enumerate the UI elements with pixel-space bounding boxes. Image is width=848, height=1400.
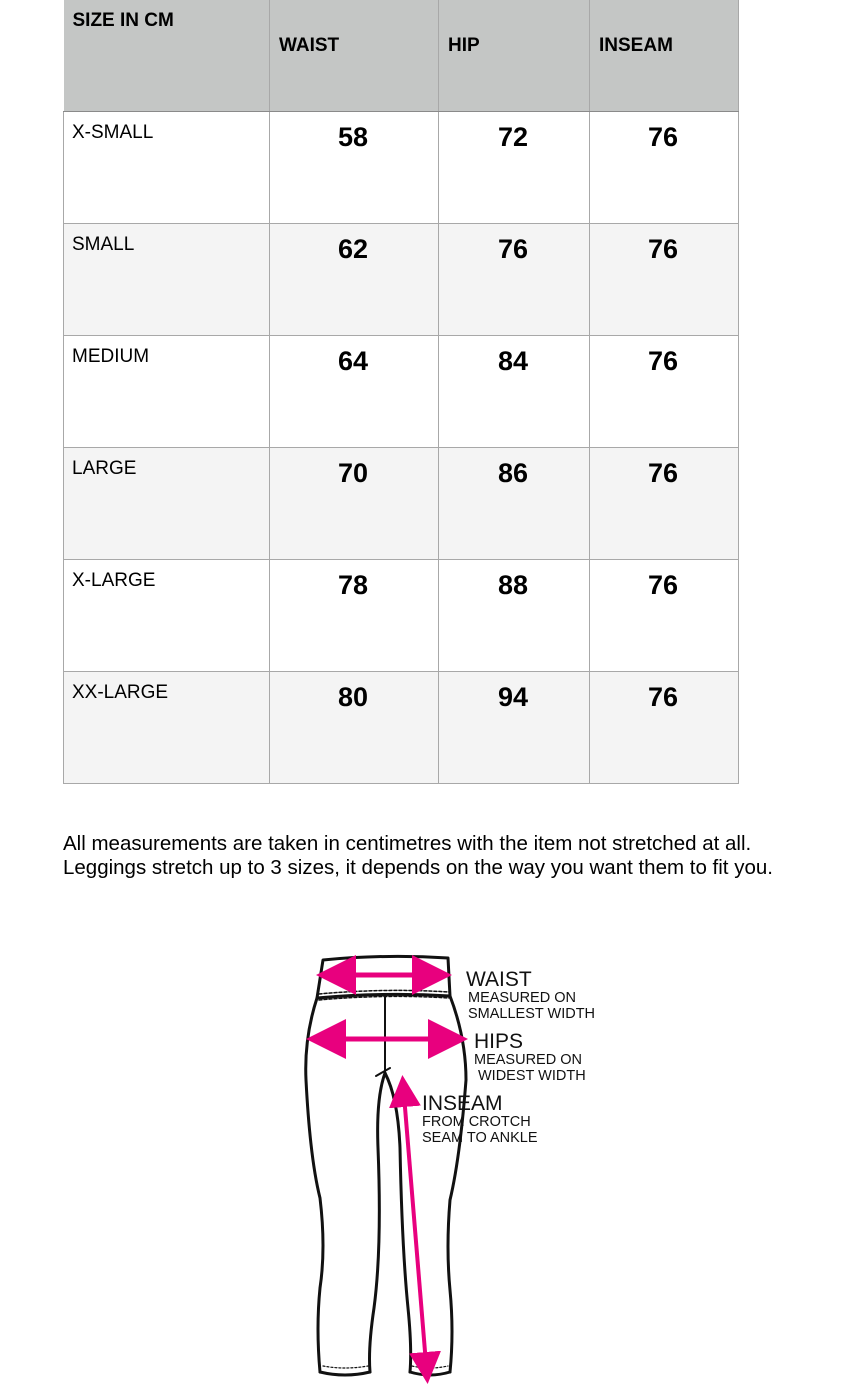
note-line-2: Leggings stretch up to 3 sizes, it depends on the way you want them to fit you. bbox=[63, 856, 773, 879]
waist-value: 64 bbox=[338, 346, 369, 376]
waist-cell bbox=[270, 560, 439, 672]
header-inseam bbox=[590, 0, 739, 112]
hip-value: 86 bbox=[498, 458, 529, 488]
waist-cell bbox=[270, 672, 439, 784]
header-size bbox=[64, 0, 270, 112]
waist-value: 70 bbox=[338, 458, 369, 488]
waist-cell bbox=[270, 448, 439, 560]
header-inseam-label: INSEAM bbox=[599, 35, 673, 56]
inseam-value: 76 bbox=[648, 682, 679, 712]
header-waist bbox=[270, 0, 439, 112]
hips-title: HIPS bbox=[474, 1030, 524, 1053]
inseam-cell bbox=[590, 336, 739, 448]
size-label: X-SMALL bbox=[72, 122, 154, 143]
hip-cell bbox=[439, 336, 590, 448]
inseam-title: INSEAM bbox=[422, 1092, 503, 1115]
waist-value: 78 bbox=[338, 570, 369, 600]
inseam-desc-line-1: FROM CROTCH bbox=[422, 1114, 531, 1130]
waist-cell bbox=[270, 224, 439, 336]
hip-cell bbox=[439, 560, 590, 672]
hip-value: 94 bbox=[498, 682, 529, 712]
header-hip-label: HIP bbox=[448, 35, 480, 56]
hip-cell bbox=[439, 224, 590, 336]
size-cell bbox=[64, 448, 270, 560]
hip-value: 72 bbox=[498, 122, 529, 152]
inseam-cell bbox=[590, 448, 739, 560]
table-row bbox=[64, 112, 739, 224]
size-label: X-LARGE bbox=[72, 570, 156, 591]
inseam-value: 76 bbox=[648, 570, 679, 600]
hip-value: 88 bbox=[498, 570, 529, 600]
inseam-cell bbox=[590, 112, 739, 224]
waist-value: 80 bbox=[338, 682, 369, 712]
hips-desc-line-2: WIDEST WIDTH bbox=[478, 1068, 586, 1084]
size-cell bbox=[64, 672, 270, 784]
size-cell bbox=[64, 224, 270, 336]
waist-value: 58 bbox=[338, 122, 369, 152]
inseam-cell bbox=[590, 672, 739, 784]
hip-cell bbox=[439, 448, 590, 560]
inseam-value: 76 bbox=[648, 346, 679, 376]
measurement-note bbox=[63, 832, 773, 880]
table-row bbox=[64, 560, 739, 672]
inseam-value: 76 bbox=[648, 122, 679, 152]
size-label: MEDIUM bbox=[72, 346, 150, 367]
header-waist-label: WAIST bbox=[279, 35, 340, 56]
inseam-value: 76 bbox=[648, 458, 679, 488]
hip-value: 76 bbox=[498, 234, 529, 264]
inseam-cell bbox=[590, 224, 739, 336]
size-cell bbox=[64, 336, 270, 448]
hip-cell bbox=[439, 112, 590, 224]
waist-cell bbox=[270, 112, 439, 224]
waist-desc-line-1: MEASURED ON bbox=[468, 990, 576, 1006]
inseam-value: 76 bbox=[648, 234, 679, 264]
header-size-label: SIZE IN CM bbox=[72, 10, 174, 31]
hips-desc-line-1: MEASURED ON bbox=[474, 1052, 582, 1068]
size-label: XX-LARGE bbox=[72, 682, 169, 703]
inseam-cell bbox=[590, 560, 739, 672]
waist-desc-line-2: SMALLEST WIDTH bbox=[468, 1006, 596, 1022]
waist-cell bbox=[270, 336, 439, 448]
table-row bbox=[64, 224, 739, 336]
size-cell bbox=[64, 112, 270, 224]
leggings-measurement-diagram bbox=[290, 948, 620, 1388]
leggings-outline-icon bbox=[306, 956, 466, 1375]
note-line-1: All measurements are taken in centimetres with the item not stretched at all. bbox=[63, 832, 752, 855]
table-row bbox=[64, 448, 739, 560]
inseam-desc-line-2: SEAM TO ANKLE bbox=[422, 1130, 538, 1146]
size-cell bbox=[64, 560, 270, 672]
size-label: LARGE bbox=[72, 458, 137, 479]
table-row bbox=[64, 336, 739, 448]
table-row bbox=[64, 672, 739, 784]
header-hip bbox=[439, 0, 590, 112]
table-header-row bbox=[64, 0, 739, 112]
hip-value: 84 bbox=[498, 346, 529, 376]
waist-value: 62 bbox=[338, 234, 369, 264]
hip-cell bbox=[439, 672, 590, 784]
waist-title: WAIST bbox=[466, 968, 532, 991]
size-label: SMALL bbox=[72, 234, 135, 255]
size-chart-table bbox=[63, 0, 739, 784]
